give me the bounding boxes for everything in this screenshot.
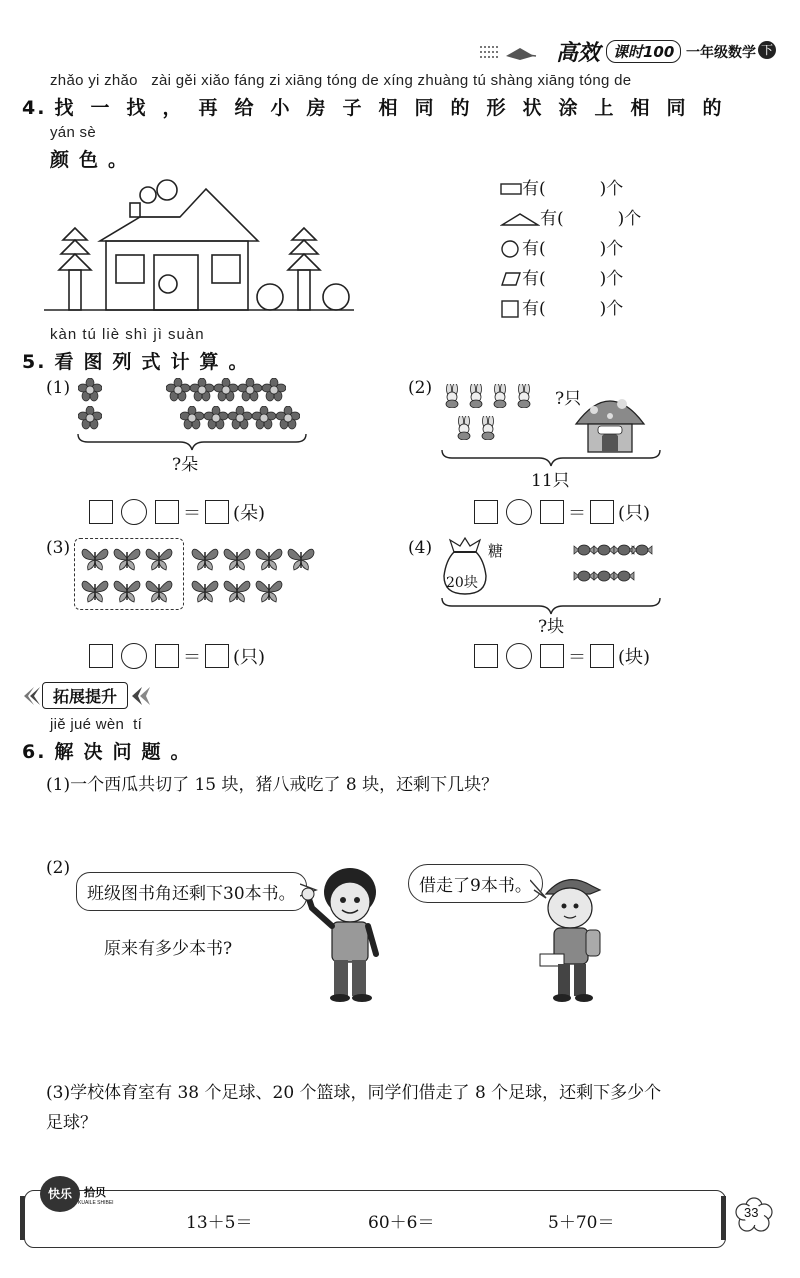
mushroom-house-icon — [572, 384, 648, 454]
smoke-circle — [140, 187, 156, 203]
q5-part1-brace-label: ?朵 — [172, 455, 199, 475]
rabbit-icon — [488, 384, 512, 408]
header-volume-badge — [758, 41, 776, 59]
answer-square-row — [500, 294, 641, 324]
answer-box[interactable] — [590, 644, 614, 668]
door-rectangle — [154, 255, 198, 310]
q5-part1-equation — [88, 499, 265, 525]
answer-box[interactable] — [540, 644, 564, 668]
flower-icon — [228, 406, 252, 430]
banner-left-arrow-icon — [22, 685, 42, 707]
butterfly-icon — [222, 576, 252, 604]
q5-pinyin: kàn tú liè shì jì suàn — [50, 326, 205, 343]
section-banner — [22, 682, 154, 709]
header-series: 课时100 — [613, 43, 675, 61]
q4-title — [22, 93, 738, 120]
flower-icon — [252, 406, 276, 430]
house-wall-rectangle — [106, 241, 248, 310]
section-banner-text: 拓展提升 — [42, 682, 128, 709]
flower-icon — [238, 378, 262, 402]
butterfly-icon — [112, 576, 142, 604]
answer-rectangle-row — [500, 174, 641, 204]
q5-part2-brace-label: 11只 — [531, 471, 570, 491]
answer-circle-text[interactable]: 有( )个 — [522, 239, 624, 259]
rabbit-icon — [464, 384, 488, 408]
answer-box[interactable] — [89, 500, 113, 524]
q5-part1-brace — [76, 432, 308, 452]
answer-box[interactable] — [474, 500, 498, 524]
operator-circle[interactable] — [121, 643, 147, 669]
answer-parallelogram-row — [500, 264, 641, 294]
flower-icon — [190, 378, 214, 402]
parallelogram-icon — [500, 271, 522, 287]
house-scene-figure — [40, 178, 360, 318]
header-brand: 高效 — [556, 41, 601, 66]
q6-pinyin: jiě jué wèn tí — [50, 716, 143, 733]
answer-circle-row — [500, 234, 641, 264]
footer-exercise-3[interactable]: 5＋70＝ — [548, 1213, 615, 1233]
q5-title-text: 看图列式计算。 — [54, 351, 258, 373]
footer-badge-pinyin: KUAILE SHIBEI — [78, 1200, 114, 1206]
answer-box[interactable] — [155, 500, 179, 524]
window-square — [212, 255, 240, 283]
header-volume: 下 — [760, 43, 773, 57]
q5-part2-brace — [440, 448, 662, 468]
flower-icon — [78, 378, 102, 402]
answer-box[interactable] — [89, 644, 113, 668]
footer-left-bar — [20, 1196, 25, 1240]
rabbit-icon — [512, 384, 536, 408]
smoke-circle — [157, 180, 177, 200]
window-square — [116, 255, 144, 283]
q5-part4-equation — [473, 643, 650, 669]
rabbit-icon — [440, 384, 464, 408]
ground-circle — [257, 284, 283, 310]
q5-part1-flowers — [76, 376, 306, 436]
unit-label: (块) — [618, 647, 651, 668]
flower-icon — [78, 406, 102, 430]
page-header — [480, 38, 780, 68]
footer-badge — [40, 1176, 80, 1212]
q5-part3-butterflies — [78, 542, 328, 606]
candy-icon — [612, 566, 636, 590]
q6-part2-question: 原来有多少本书? — [104, 939, 233, 959]
header-decoration-icon — [480, 44, 542, 62]
square-icon — [500, 299, 522, 319]
q5-part4-candies — [572, 540, 652, 600]
answer-box[interactable] — [590, 500, 614, 524]
butterfly-icon — [144, 544, 174, 572]
q6-part1: (1)一个西瓜共切了 15 块，猪八戒吃了 8 块，还剩下几块？ — [46, 775, 499, 795]
footer-badge-sub: 拾贝 — [84, 1186, 106, 1199]
answer-rectangle-text[interactable]: 有( )个 — [522, 179, 624, 199]
q6-part2-label: (2) — [46, 858, 71, 878]
footer-exercise-1[interactable]: 13＋5＝ — [186, 1213, 253, 1233]
operator-circle[interactable] — [506, 499, 532, 525]
q5-title — [22, 347, 257, 374]
flower-icon — [166, 378, 190, 402]
footer-exercise-2[interactable]: 60＋6＝ — [368, 1213, 435, 1233]
tree-triangle — [61, 240, 89, 254]
rectangle-icon — [500, 182, 522, 196]
tree-trunk-rectangle — [298, 270, 310, 310]
rabbit-icon — [452, 416, 476, 440]
unit-label: (只) — [618, 503, 651, 524]
candy-bag-tag: 糖 — [488, 542, 504, 560]
chimney-rectangle — [130, 203, 140, 217]
butterfly-icon — [286, 544, 316, 572]
butterfly-icon — [190, 576, 220, 604]
triangle-icon — [500, 211, 540, 227]
q5-part3-equation — [88, 643, 265, 669]
rabbit-icon — [476, 416, 500, 440]
butterfly-icon — [80, 544, 110, 572]
q4-title-line2: 颜色。 — [50, 149, 138, 171]
flower-icon — [276, 406, 300, 430]
answer-triangle-row — [500, 204, 641, 234]
operator-circle[interactable] — [121, 499, 147, 525]
answer-box[interactable] — [155, 644, 179, 668]
answer-parallelogram-text[interactable]: 有( )个 — [522, 269, 624, 289]
equals-sign: ＝ — [183, 647, 201, 668]
door-circle — [159, 275, 177, 293]
q6-part3-line2: 足球？ — [46, 1113, 97, 1133]
butterfly-icon — [112, 544, 142, 572]
q4-pinyin-line1: zhǎo yi zhǎo zài gěi xiǎo fáng zi xiāng tóng de xíng zhuàng tú shàng xiāng tóng de — [50, 72, 632, 89]
q5-number: 5. — [22, 351, 47, 373]
q6-title — [22, 737, 199, 764]
q5-part2-top-label: ?只 — [555, 389, 582, 409]
answer-square-text[interactable]: 有( )个 — [522, 299, 624, 319]
header-series-badge — [606, 40, 681, 63]
banner-right-arrow-icon — [128, 685, 154, 707]
butterfly-icon — [254, 544, 284, 572]
tree-trunk-rectangle — [69, 270, 81, 310]
q5-part2-rabbits — [440, 384, 540, 450]
speech-bubble-left-text: 班级图书角还剩下30本书。 — [87, 884, 296, 904]
footer-right-bar — [721, 1196, 726, 1240]
ground-circle — [323, 284, 349, 310]
q4-pinyin-line2: yán sè — [50, 124, 96, 141]
answer-box[interactable] — [474, 644, 498, 668]
unit-label: (朵) — [233, 503, 266, 524]
candy-bag-text: 20块 — [446, 575, 478, 591]
q5-part3-label: (3) — [46, 538, 71, 558]
answer-box[interactable] — [540, 500, 564, 524]
tree-triangle — [292, 228, 316, 240]
q5-part4-label: (4) — [408, 538, 433, 558]
page-number: 33 — [744, 1205, 759, 1220]
q5-part4-brace-label: ?块 — [538, 617, 565, 637]
answer-box[interactable] — [205, 500, 229, 524]
speech-bubble-right — [408, 864, 543, 903]
butterfly-icon — [144, 576, 174, 604]
flower-icon — [262, 378, 286, 402]
equals-sign: ＝ — [183, 503, 201, 524]
speech-bubble-right-text: 借走了9本书。 — [419, 876, 532, 896]
flower-icon — [204, 406, 228, 430]
boy-figure-icon — [300, 862, 392, 1004]
tree-triangle — [288, 254, 320, 270]
speech-bubble-left — [76, 872, 307, 911]
header-grade: 一年级数学 — [686, 45, 756, 61]
tree-triangle — [290, 240, 318, 254]
q4-answer-list — [500, 174, 641, 324]
unit-label: (只) — [233, 647, 266, 668]
butterfly-icon — [254, 576, 284, 604]
butterfly-icon — [190, 544, 220, 572]
candy-icon — [630, 540, 654, 564]
tree-triangle — [59, 254, 91, 270]
q5-part2-label: (2) — [408, 378, 433, 398]
circle-icon — [500, 239, 522, 259]
operator-circle[interactable] — [506, 643, 532, 669]
footer-badge-text: 快乐 — [47, 1187, 72, 1201]
q5-part2-equation — [473, 499, 650, 525]
roof-shape — [100, 189, 258, 241]
equals-sign: ＝ — [568, 503, 586, 524]
equals-sign: ＝ — [568, 647, 586, 668]
flower-icon — [214, 378, 238, 402]
kid-with-cap-figure-icon — [530, 872, 614, 1008]
butterfly-icon — [80, 576, 110, 604]
flower-icon — [180, 406, 204, 430]
q6-part3-line1: (3)学校体育室有 38 个足球、20 个篮球，同学们借走了 8 个足球，还剩下多少个 — [46, 1083, 662, 1103]
answer-triangle-text[interactable]: 有( )个 — [540, 209, 642, 229]
tree-triangle — [63, 228, 87, 240]
answer-box[interactable] — [205, 644, 229, 668]
q4-title-text: 找一找，再给小房子相同的形状涂上相同的 — [54, 97, 739, 119]
q6-number: 6. — [22, 741, 47, 763]
butterfly-icon — [222, 544, 252, 572]
q4-number: 4. — [22, 97, 47, 119]
q6-title-text: 解决问题。 — [54, 741, 200, 763]
q5-part1-label: (1) — [46, 378, 71, 398]
